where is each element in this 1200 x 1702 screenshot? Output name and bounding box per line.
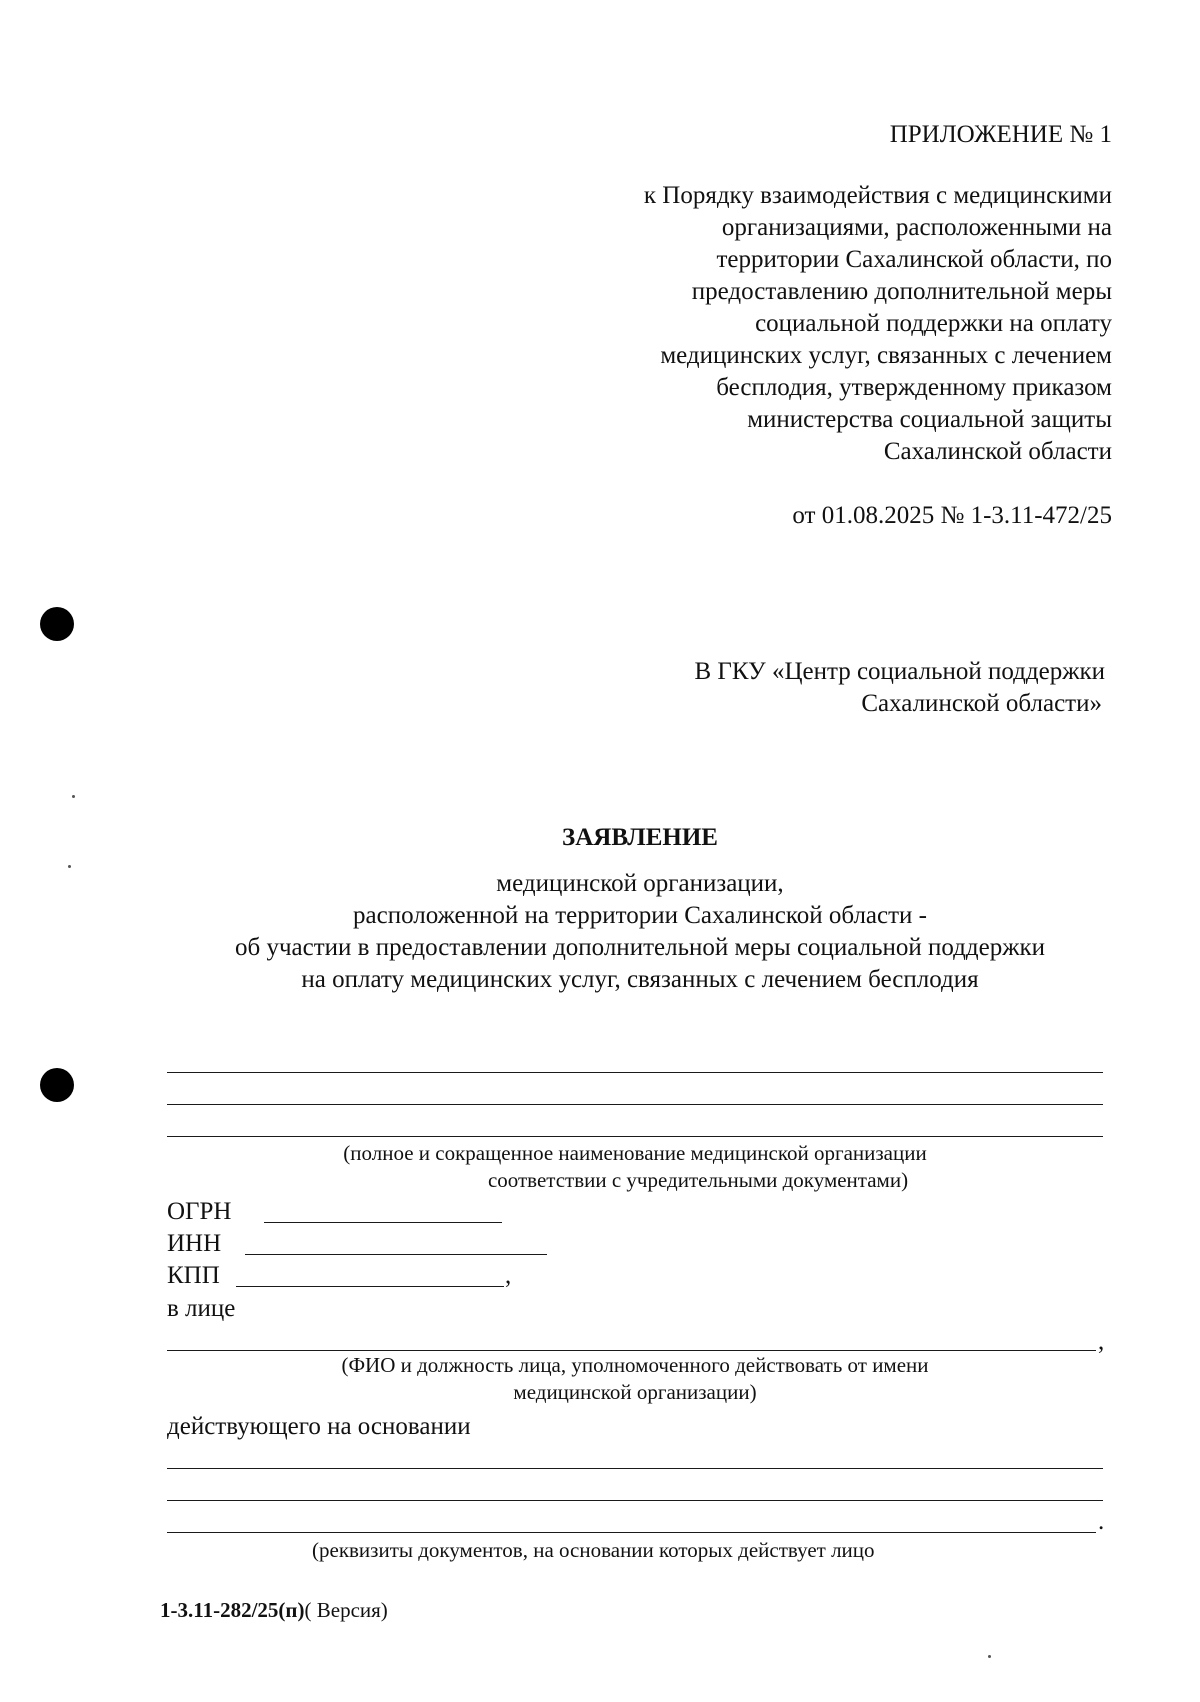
org-name-line[interactable] xyxy=(167,1136,1103,1137)
appendix-line: социальной поддержки на оплату xyxy=(755,310,1112,337)
basis-dot: . xyxy=(1098,1508,1105,1535)
appendix-line: территории Сахалинской области, по xyxy=(716,246,1112,273)
appendix-line: министерства социальной защиты xyxy=(747,406,1112,433)
org-name-caption: соответствии с учредительными документами) xyxy=(487,1168,909,1192)
in-person-label: в лице xyxy=(167,1295,236,1322)
basis-field[interactable] xyxy=(167,1500,1103,1501)
appendix-title: ПРИЛОЖЕНИЕ № 1 xyxy=(889,121,1112,148)
acting-basis-label: действующего на основании xyxy=(167,1413,471,1440)
addressee-line-1: В ГКУ «Центр социальной поддержки xyxy=(694,658,1105,685)
person-comma: , xyxy=(1098,1328,1105,1355)
statement-line: на оплату медицинских услуг, связанных с лечением бесплодия xyxy=(301,966,979,993)
footer-doc-number xyxy=(160,1597,388,1624)
kpp-field[interactable] xyxy=(236,1286,504,1287)
appendix-line: медицинских услуг, связанных с лечением xyxy=(660,342,1112,369)
scan-speck xyxy=(988,1655,991,1658)
punch-hole-bottom xyxy=(40,1068,74,1102)
ogrn-field[interactable] xyxy=(264,1222,502,1223)
person-caption: медицинской организации) xyxy=(513,1380,757,1404)
statement-line: об участии в предоставлении дополнительной меры социальной поддержки xyxy=(235,934,1045,961)
appendix-line: организациями, расположенными на xyxy=(721,214,1112,241)
scan-speck xyxy=(72,795,75,798)
org-name-line[interactable] xyxy=(167,1072,1103,1073)
addressee-line-2: Сахалинской области» xyxy=(861,690,1102,717)
appendix-line: предоставлению дополнительной меры xyxy=(691,278,1112,305)
org-name-caption: (полное и сокращенное наименование медицинской организации xyxy=(343,1141,927,1165)
person-field[interactable] xyxy=(167,1350,1096,1351)
appendix-line: к Порядку взаимодействия с медицинскими xyxy=(643,182,1112,209)
doc-version: ( Версия) xyxy=(304,1598,388,1622)
appendix-text xyxy=(644,180,1112,468)
doc-number: 1-3.11-282/25(п) xyxy=(160,1598,305,1622)
inn-field[interactable] xyxy=(245,1254,547,1255)
appendix-line: бесплодия, утвержденному приказом xyxy=(716,374,1112,401)
appendix-date-ref: от 01.08.2025 № 1-3.11-472/25 xyxy=(792,502,1112,529)
kpp-comma: , xyxy=(505,1262,512,1289)
basis-field[interactable] xyxy=(167,1532,1096,1533)
punch-hole-top xyxy=(40,607,74,641)
kpp-label: КПП xyxy=(167,1262,220,1289)
statement-title: ЗАЯВЛЕНИЕ xyxy=(562,824,718,851)
org-name-line[interactable] xyxy=(167,1104,1103,1105)
basis-field[interactable] xyxy=(167,1468,1103,1469)
appendix-line: Сахалинской области xyxy=(883,438,1112,465)
person-caption: (ФИО и должность лица, уполномоченного действовать от имени xyxy=(341,1353,929,1377)
ogrn-label: ОГРН xyxy=(167,1198,232,1225)
inn-label: ИНН xyxy=(167,1230,222,1257)
statement-line: медицинской организации, xyxy=(496,870,784,897)
statement-line: расположенной на территории Сахалинской области - xyxy=(353,902,927,929)
basis-caption: (реквизиты документов, на основании которых действует лицо xyxy=(312,1538,875,1562)
